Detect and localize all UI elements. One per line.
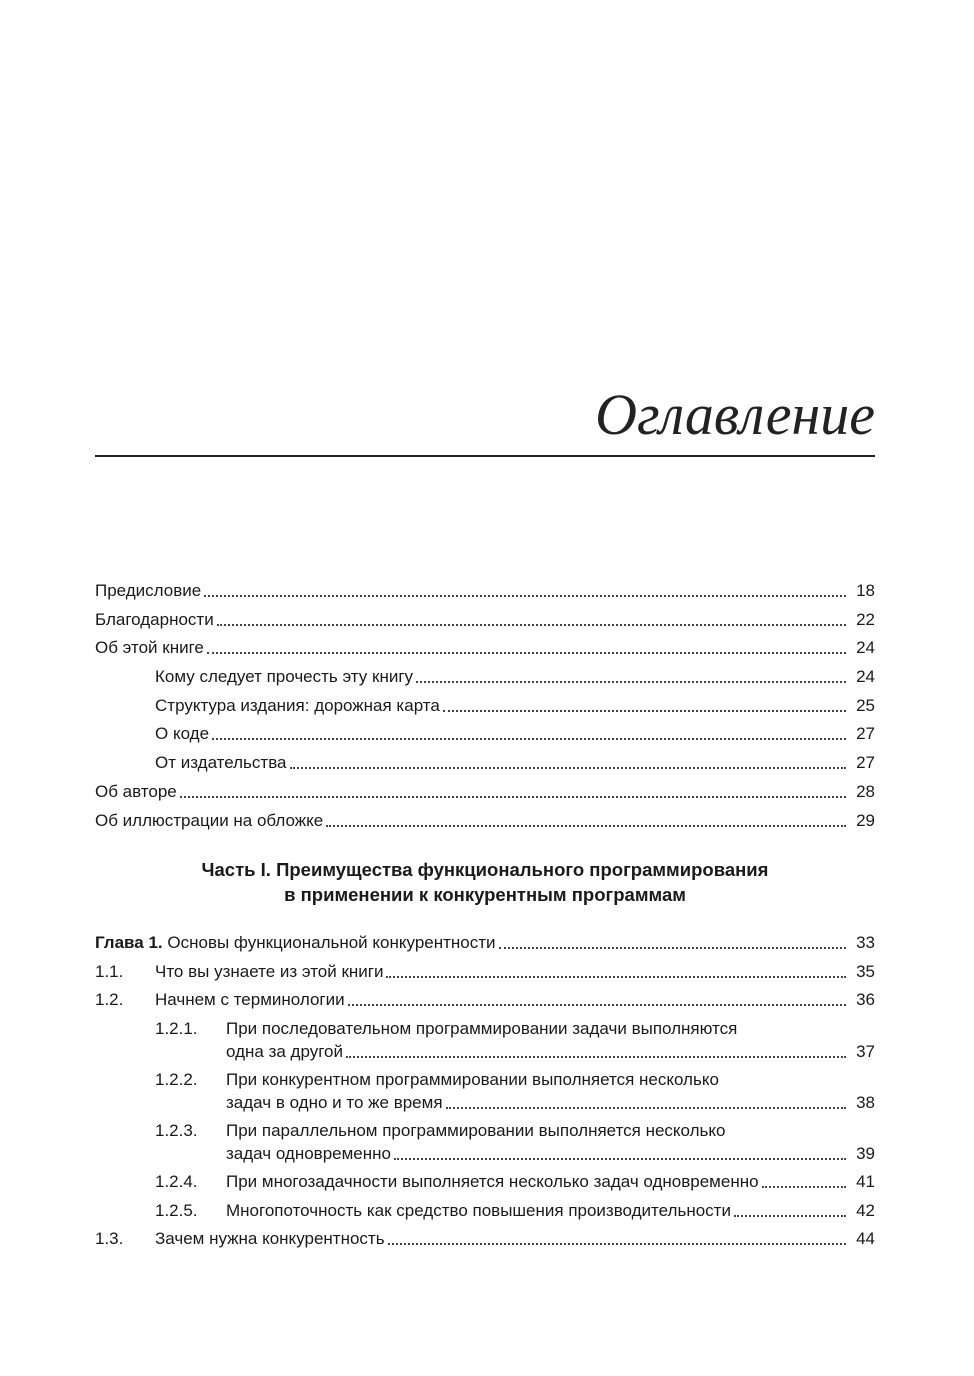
dot-leader <box>212 738 846 740</box>
dot-leader <box>394 1158 846 1160</box>
toc-entry[interactable] <box>95 719 875 748</box>
dot-leader <box>443 710 846 712</box>
heading-rule <box>95 455 875 457</box>
section-number: 1.3. <box>95 1229 124 1249</box>
toc-entry-title: Об этой книге <box>95 638 204 658</box>
toc-entry-title: Кому следует прочесть эту книгу <box>155 667 414 687</box>
toc-entry-title: Об авторе <box>95 781 177 801</box>
toc-entry-page: 36 <box>856 990 875 1010</box>
toc-entry-title: Предисловие <box>95 581 202 600</box>
dot-leader <box>734 1215 846 1217</box>
toc-entry-page: 38 <box>856 1093 875 1113</box>
toc-entry-title: Зачем нужна конкурентность <box>155 1229 385 1249</box>
chapter-label: Глава 1. <box>95 933 163 952</box>
toc-entry-page: 25 <box>856 695 875 715</box>
toc-entry[interactable] <box>95 748 875 777</box>
toc-entry-page: 44 <box>856 1229 875 1249</box>
section-number: 1.2.2. <box>155 1070 198 1090</box>
part-title-line-2: в применении к конкурентным программам <box>284 884 686 905</box>
section-number: 1.2. <box>95 990 124 1010</box>
toc-entry-title-line-1: При конкурентном программировании выполняется несколько <box>226 1070 719 1090</box>
dot-leader <box>204 595 846 597</box>
dot-leader <box>207 652 846 654</box>
toc-entry-page: 27 <box>856 753 875 773</box>
toc-entry[interactable] <box>95 605 875 634</box>
toc-entry-page: 24 <box>856 667 875 687</box>
toc-entry[interactable] <box>95 576 875 605</box>
toc-entry[interactable] <box>95 806 875 835</box>
dot-leader <box>416 681 846 683</box>
section-number: 1.2.5. <box>155 1200 198 1220</box>
toc-entry[interactable] <box>95 691 875 720</box>
toc-entry-title-line-1: При последовательном программировании задачи выполняются <box>226 1019 738 1039</box>
part-title <box>95 857 875 907</box>
dot-leader <box>446 1107 846 1109</box>
dot-leader <box>217 624 846 626</box>
toc-entry-title-line-1: При параллельном программировании выполняется несколько <box>226 1121 726 1141</box>
toc-subsection-entry[interactable] <box>95 1116 875 1167</box>
toc-entry-page: 24 <box>856 638 875 658</box>
dot-leader <box>499 947 846 949</box>
toc-entry-title: Что вы узнаете из этой книги <box>155 961 384 981</box>
toc-front-matter <box>95 576 875 834</box>
toc-entry-page: 22 <box>856 609 875 629</box>
toc-entry-title: задач в одно и то же время <box>226 1093 443 1113</box>
toc-entry-title: О коде <box>155 724 210 744</box>
dot-leader <box>762 1186 846 1188</box>
toc-entry-title: От издательства <box>155 753 287 773</box>
toc-subsection-entry[interactable] <box>95 1196 875 1225</box>
toc-entry-page: 35 <box>856 961 875 981</box>
toc-entry-title: При многозадачности выполняется несколько задач одновременно <box>226 1172 759 1192</box>
part-title-line-1: Часть I. Преимущества функционального программирования <box>201 859 769 880</box>
section-number: 1.2.3. <box>155 1121 198 1141</box>
toc-entry-page: 42 <box>856 1200 875 1220</box>
toc-entry-title: Структура издания: дорожная карта <box>155 695 440 715</box>
dot-leader <box>388 1243 846 1245</box>
toc-entry-title: Многопоточность как средство повышения производительности <box>226 1200 731 1220</box>
toc-entry-page: 28 <box>856 781 875 801</box>
dot-leader <box>326 825 846 827</box>
dot-leader <box>346 1056 846 1058</box>
toc-entry-page: 39 <box>856 1144 875 1164</box>
section-number: 1.2.1. <box>155 1019 198 1039</box>
toc-entry-title: Об иллюстрации на обложке <box>95 810 324 830</box>
section-number: 1.1. <box>95 961 124 981</box>
toc-entry-page: 33 <box>856 933 875 952</box>
toc-entry-page: 37 <box>856 1042 875 1062</box>
toc-entry[interactable] <box>95 777 875 806</box>
toc-entry-page: 29 <box>856 810 875 830</box>
toc-entry-page: 27 <box>856 724 875 744</box>
toc-subsection-entry[interactable] <box>95 1167 875 1196</box>
toc-section-entry[interactable] <box>95 1224 875 1253</box>
toc-entry-page: 41 <box>856 1172 875 1192</box>
toc-chapter-entry[interactable] <box>95 928 875 957</box>
toc-entry-title: Начнем с терминологии <box>155 990 345 1010</box>
toc-entry-page: 18 <box>856 581 875 600</box>
toc-entry-title: задач одновременно <box>226 1144 391 1164</box>
toc-entry[interactable] <box>95 662 875 691</box>
toc-entry-title: Благодарности <box>95 609 214 629</box>
toc-entry-title <box>95 932 496 954</box>
chapter-title: Основы функциональной конкурентности <box>167 933 496 952</box>
dot-leader <box>348 1004 846 1006</box>
toc-section-entry[interactable] <box>95 985 875 1014</box>
page-title: Оглавление <box>595 382 875 447</box>
dot-leader <box>386 976 846 978</box>
toc-section-entry[interactable] <box>95 957 875 986</box>
section-number: 1.2.4. <box>155 1172 198 1192</box>
dot-leader <box>180 796 846 798</box>
toc-chapter-1 <box>95 928 875 1253</box>
toc-subsection-entry[interactable] <box>95 1014 875 1065</box>
toc-entry-title: одна за другой <box>226 1042 343 1062</box>
toc-subsection-entry[interactable] <box>95 1065 875 1116</box>
toc-entry[interactable] <box>95 633 875 662</box>
dot-leader <box>290 767 847 769</box>
